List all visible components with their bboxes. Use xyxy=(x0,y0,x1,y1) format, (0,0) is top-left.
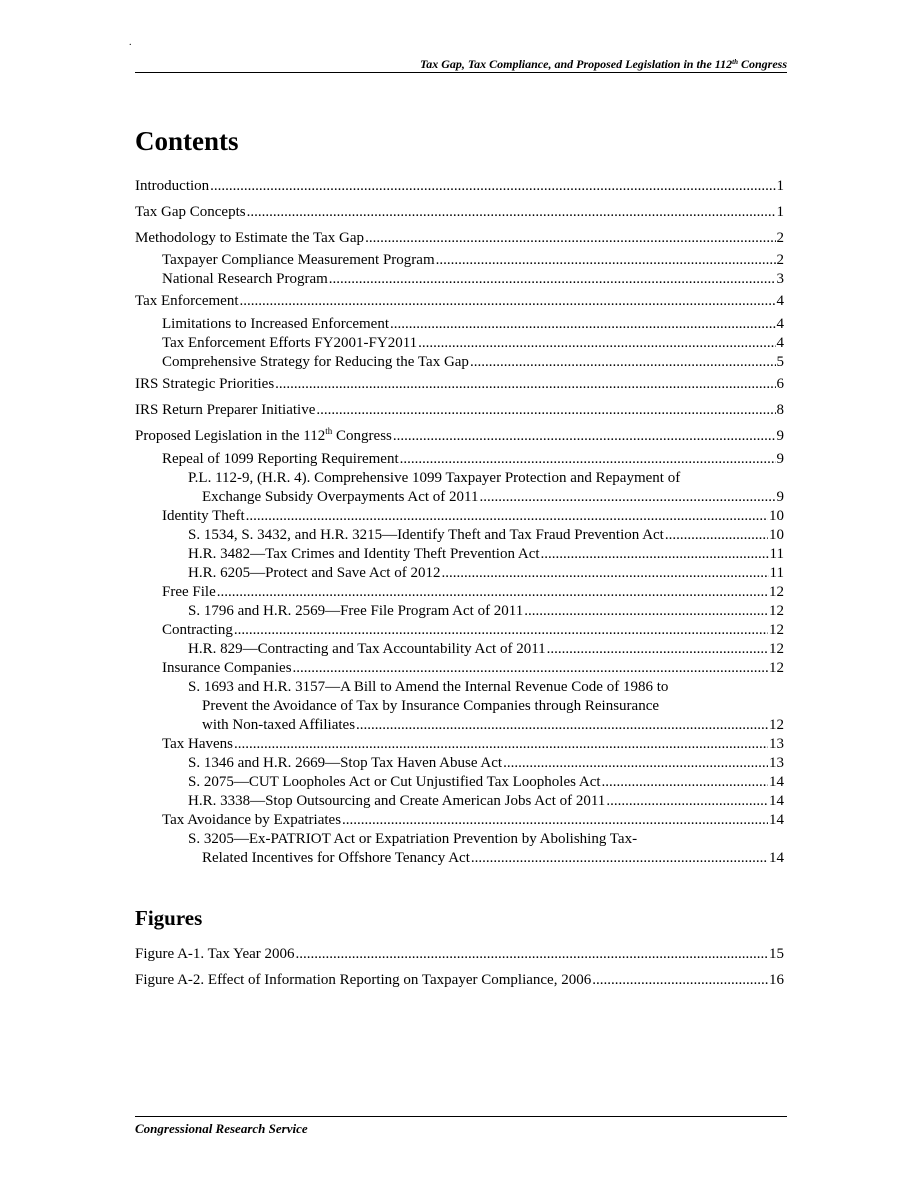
toc-entry-repeal-1099[interactable]: Repeal of 1099 Reporting Requirement ..... 9 xyxy=(135,450,784,469)
toc-entry-s1346[interactable]: S. 1346 and H.R. 2669—Stop Tax Haven Abuse Act ..... 13 xyxy=(135,754,784,773)
header-title-end: Congress xyxy=(737,57,787,71)
toc-entry-tax-gap-concepts[interactable]: Tax Gap Concepts ..... 1 xyxy=(135,203,784,222)
toc-entry-expatriates[interactable]: Tax Avoidance by Expatriates ..... 14 xyxy=(135,811,784,830)
toc-entry-s1534[interactable]: S. 1534, S. 3432, and H.R. 3215—Identify Theft and Tax Fraud Prevention Act ..... 10 xyxy=(135,526,784,545)
toc-entry-tcmp[interactable]: Taxpayer Compliance Measurement Program ..... 2 xyxy=(135,251,784,270)
toc-entry-pl-112-9-line1[interactable]: P.L. 112-9, (H.R. 4). Comprehensive 1099 Taxpayer Protection and Repayment of xyxy=(188,470,681,486)
toc-entry-comprehensive-strategy[interactable]: Comprehensive Strategy for Reducing the Tax Gap ..... 5 xyxy=(135,353,784,372)
figures-heading: Figures xyxy=(135,906,203,930)
figure-entry-a2[interactable]: Figure A-2. Effect of Information Reporting on Taxpayer Compliance, 2006 ..... 16 xyxy=(135,971,784,990)
header-title: Tax Gap, Tax Compliance, and Proposed Legislation in the 112 xyxy=(420,57,733,71)
toc-entry-hr3338[interactable]: H.R. 3338—Stop Outsourcing and Create American Jobs Act of 2011 ..... 14 xyxy=(135,792,784,811)
running-header xyxy=(135,56,787,73)
toc-entry-free-file[interactable]: Free File ..... 12 xyxy=(135,583,784,602)
figure-entry-a1[interactable]: Figure A-1. Tax Year 2006 ..... 15 xyxy=(135,945,784,964)
toc-entry-s1796[interactable]: S. 1796 and H.R. 2569—Free File Program Act of 2011 ..... 12 xyxy=(135,602,784,621)
toc-entry-s1693-line1[interactable]: S. 1693 and H.R. 3157—A Bill to Amend the Internal Revenue Code of 1986 to xyxy=(188,679,669,695)
toc-entry-tax-havens[interactable]: Tax Havens ..... 13 xyxy=(135,735,784,754)
toc-entry-s1693[interactable]: with Non-taxed Affiliates ..... 12 xyxy=(135,716,784,735)
toc-entry-methodology[interactable]: Methodology to Estimate the Tax Gap ..... 2 xyxy=(135,229,784,248)
toc-entry-proposed-legislation[interactable]: Proposed Legislation in the 112th Congress ..... 9 xyxy=(135,427,784,446)
toc-entry-limitations[interactable]: Limitations to Increased Enforcement ..... 4 xyxy=(135,315,784,334)
toc-entry-irs-return-preparer[interactable]: IRS Return Preparer Initiative ..... 8 xyxy=(135,401,784,420)
toc-entry-hr6205[interactable]: H.R. 6205—Protect and Save Act of 2012 ..... 11 xyxy=(135,564,784,583)
toc-entry-tax-enforcement[interactable]: Tax Enforcement ..... 4 xyxy=(135,292,784,311)
toc-entry-s3205[interactable]: Related Incentives for Offshore Tenancy Act ..... 14 xyxy=(135,849,784,868)
toc-entry-s2075[interactable]: S. 2075—CUT Loopholes Act or Cut Unjustified Tax Loopholes Act ..... 14 xyxy=(135,773,784,792)
toc-entry-introduction[interactable]: Introduction ..... 1 xyxy=(135,177,784,196)
toc-entry-s1693-line2[interactable]: Prevent the Avoidance of Tax by Insurance Companies through Reinsurance xyxy=(202,698,660,714)
toc-entry-hr3482[interactable]: H.R. 3482—Tax Crimes and Identity Theft Prevention Act ..... 11 xyxy=(135,545,784,564)
toc-entry-hr829[interactable]: H.R. 829—Contracting and Tax Accountability Act of 2011 ..... 12 xyxy=(135,640,784,659)
superscript: th xyxy=(325,426,333,436)
toc-entry-irs-strategic-priorities[interactable]: IRS Strategic Priorities ..... 6 xyxy=(135,375,784,394)
scan-mark: . xyxy=(129,37,132,48)
contents-heading: Contents xyxy=(135,126,239,156)
toc-entry-insurance-companies[interactable]: Insurance Companies ..... 12 xyxy=(135,659,784,678)
toc-entry-pl-112-9[interactable]: Exchange Subsidy Overpayments Act of 2011 ..... 9 xyxy=(135,488,784,507)
header-superscript: th xyxy=(732,58,738,66)
toc-entry-contracting[interactable]: Contracting ..... 12 xyxy=(135,621,784,640)
page-footer: Congressional Research Service xyxy=(135,1116,787,1137)
toc-entry-identity-theft[interactable]: Identity Theft ..... 10 xyxy=(135,507,784,526)
toc-entry-nrp[interactable]: National Research Program ..... 3 xyxy=(135,270,784,289)
toc-entry-enforcement-efforts[interactable]: Tax Enforcement Efforts FY2001-FY2011 ..... 4 xyxy=(135,334,784,353)
toc-entry-s3205-line1[interactable]: S. 3205—Ex-PATRIOT Act or Expatriation Prevention by Abolishing Tax- xyxy=(188,831,638,847)
